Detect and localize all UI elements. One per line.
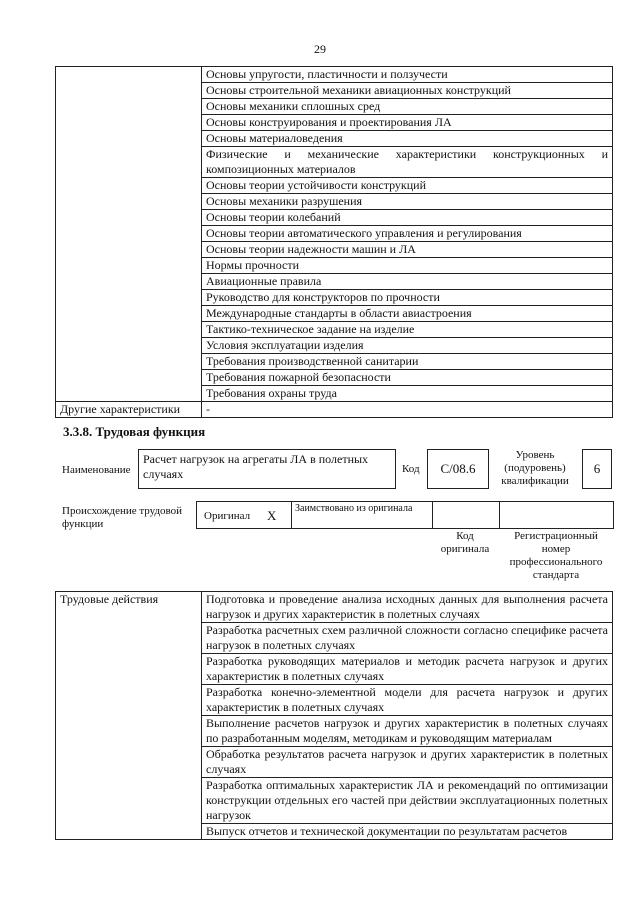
- table-cell: Выполнение расчетов нагрузок и других характеристик в полетных случаях по разработанным моделям, методикам и руководящим материалам: [202, 716, 613, 747]
- level-label: Уровень (подуровень) квалификации: [501, 449, 569, 487]
- level-value: 6: [582, 449, 612, 489]
- table-cell: Основы теории автоматического управления и регулирования: [202, 226, 613, 242]
- table-cell: Нормы прочности: [202, 258, 613, 274]
- table-row: [56, 402, 613, 418]
- original-mark: X: [267, 508, 277, 523]
- table-cell: Основы материаловедения: [202, 131, 613, 147]
- reg-number-caption: Регистрационный номер профессионального стандарта: [509, 530, 603, 581]
- table-cell: Подготовка и проведение анализа исходных данных для выполнения расчета нагрузок и других характеристик в полетных случаях: [202, 592, 613, 623]
- table-cell: Основы теории устойчивости конструкций: [202, 178, 613, 194]
- table-cell: Физические и механические характеристики конструкционных и композиционных материалов: [202, 147, 613, 178]
- origin-box: [196, 501, 614, 529]
- table-cell: Разработка расчетных схем различной сложности согласно спецификe расчета нагрузок в полетных случаях: [202, 623, 613, 654]
- cell-divider: [432, 502, 433, 528]
- table-cell: Требования охраны труда: [202, 386, 613, 402]
- cell-divider: [291, 502, 292, 528]
- knowledge-table: [55, 66, 613, 418]
- table-row: [56, 592, 613, 623]
- table-cell: Основы механики сплошных сред: [202, 99, 613, 115]
- actions-label: Трудовые действия: [56, 592, 202, 840]
- table-cell: Основы теории колебаний: [202, 210, 613, 226]
- table-row: [56, 67, 613, 83]
- borrowed-label: Заимствовано из оригинала: [295, 503, 413, 514]
- table-cell: Основы упругости, пластичности и ползучести: [202, 67, 613, 83]
- section-heading: 3.3.8. Трудовая функция: [63, 424, 206, 439]
- page-number: 29: [314, 42, 326, 56]
- other-characteristics-label: Другие характеристики: [56, 402, 202, 418]
- table-cell: Условия эксплуатации изделия: [202, 338, 613, 354]
- code-value: C/08.6: [427, 449, 489, 489]
- table-cell: Требования пожарной безопасности: [202, 370, 613, 386]
- table-cell: Основы механики разрушения: [202, 194, 613, 210]
- function-name-value: Расчет нагрузок на агрегаты ЛА в полетных случаях: [138, 449, 396, 489]
- name-label: Наименование: [62, 464, 131, 476]
- table-cell: Основы теории надежности машин и ЛА: [202, 242, 613, 258]
- table-cell: Обработка результатов расчета нагрузок и других характеристик в полетных случаях: [202, 747, 613, 778]
- table-cell: Основы строительной механики авиационных конструкций: [202, 83, 613, 99]
- other-characteristics-value: -: [202, 402, 613, 418]
- table-left-cell: [56, 67, 202, 402]
- table-cell: Тактико-техническое задание на изделие: [202, 322, 613, 338]
- table-cell: Разработка конечно-элементной модели для расчета нагрузок и других характеристик в полетных случаях: [202, 685, 613, 716]
- table-cell: Разработка оптимальных характеристик ЛА и рекомендаций по оптимизации конструкции отдельных его частей при действии эксплуатационных полетных нагрузок: [202, 778, 613, 824]
- table-cell: Основы конструирования и проектирования ЛА: [202, 115, 613, 131]
- origin-label: Происхождение трудовой функции: [62, 505, 183, 530]
- table-cell: Разработка руководящих материалов и методик расчета нагрузок и других характеристик в полетных случаях: [202, 654, 613, 685]
- table-cell: Руководство для конструкторов по прочности: [202, 290, 613, 306]
- code-label: Код: [402, 463, 420, 475]
- table-cell: Требования производственной санитарии: [202, 354, 613, 370]
- original-label: Оригинал: [204, 510, 251, 522]
- table-cell: Авиационные правила: [202, 274, 613, 290]
- table-cell: Международные стандарты в области авиастроения: [202, 306, 613, 322]
- code-original-caption: Код оригинала: [440, 530, 490, 555]
- cell-divider: [499, 502, 500, 528]
- table-cell: Выпуск отчетов и технической документации по результатам расчетов: [202, 824, 613, 840]
- actions-table: [55, 591, 613, 840]
